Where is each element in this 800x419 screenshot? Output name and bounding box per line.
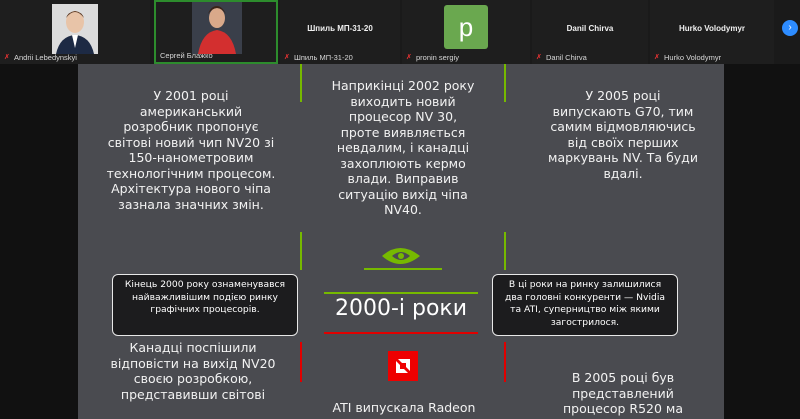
participant-tile[interactable] — [0, 0, 150, 64]
text-ati-response: Канадці поспішили відповісти на вихід NV20 своєю розробкою, представивши світові — [110, 340, 276, 402]
nvidia-logo-icon — [380, 242, 422, 270]
timeline-line — [504, 232, 506, 270]
timeline-line — [300, 232, 302, 270]
participant-display-name: Шпиль МП-31-20 — [307, 24, 373, 33]
presentation-slide — [78, 64, 724, 419]
timeline-line — [300, 342, 302, 382]
participant-video — [192, 2, 242, 54]
mic-muted-icon: ✗ — [284, 54, 290, 61]
text-2005-nvidia: У 2005 році випускають G70, тим самим відмовляючись від своїх перших маркувань NV. Та буди вдалі. — [548, 88, 698, 181]
participant-tile[interactable] — [402, 0, 530, 64]
shared-screen — [0, 64, 800, 419]
avatar: p — [444, 5, 488, 49]
mic-muted-icon: ✗ — [406, 54, 412, 61]
mic-muted-icon: ✗ — [4, 54, 10, 61]
participant-tile[interactable] — [532, 0, 648, 64]
title-underline — [324, 332, 478, 334]
participant-display-name: Hurko Volodymyr — [678, 24, 746, 33]
text-2002: Наприкінці 2002 року виходить новий процесор NV 30, проте виявляється невдалим, і канадці захоплюють кермо влади. Виправив ситуацію вихід чіпа NV40. — [331, 78, 475, 217]
participant-label: ✗ Andrii Lebedynskyi — [4, 53, 77, 62]
participant-display-name: Danil Chirva — [566, 24, 614, 33]
text-2001: У 2001 році американський розробник пропонує світові новий чип NV20 зі 150-нанометровим технологічним процесом. Архітектура нового чіпа зазнала значних змін. — [106, 88, 276, 212]
participant-video — [52, 4, 98, 54]
participant-label: ✗ pronin sergiy — [406, 53, 459, 62]
participant-tile-active[interactable] — [154, 0, 278, 64]
participant-tile[interactable] — [650, 0, 774, 64]
timeline-line — [504, 342, 506, 382]
text-2005-ati: В 2005 році був представлений процесор R520 ма — [563, 370, 683, 416]
text-ati-radeon: ATI випускала Radeon — [332, 400, 476, 415]
slide-title: 2000-і роки — [334, 296, 468, 321]
participant-strip — [0, 0, 800, 64]
participant-label: ✗ Шпиль МП-31-20 — [284, 53, 353, 62]
callout-2000: Кінець 2000 року ознаменувався найважливішим подією ринку графічних процесорів. — [112, 274, 298, 336]
participant-tile[interactable] — [280, 0, 400, 64]
participant-label: ✗ Hurko Volodymyr — [654, 53, 722, 62]
mic-muted-icon: ✗ — [536, 54, 542, 61]
title-underline — [324, 292, 478, 294]
participant-label: Сергей Блажко — [160, 51, 213, 60]
timeline-line — [300, 64, 302, 102]
timeline-line — [504, 64, 506, 102]
amd-logo-icon — [388, 351, 418, 381]
next-page-button[interactable]: › — [782, 20, 798, 36]
callout-competitors: В ці роки на ринку залишилися два головні конкуренти — Nvidia та ATI, суперництво між якими загострилося. — [492, 274, 678, 336]
mic-muted-icon: ✗ — [654, 54, 660, 61]
participant-label: ✗ Danil Chirva — [536, 53, 587, 62]
